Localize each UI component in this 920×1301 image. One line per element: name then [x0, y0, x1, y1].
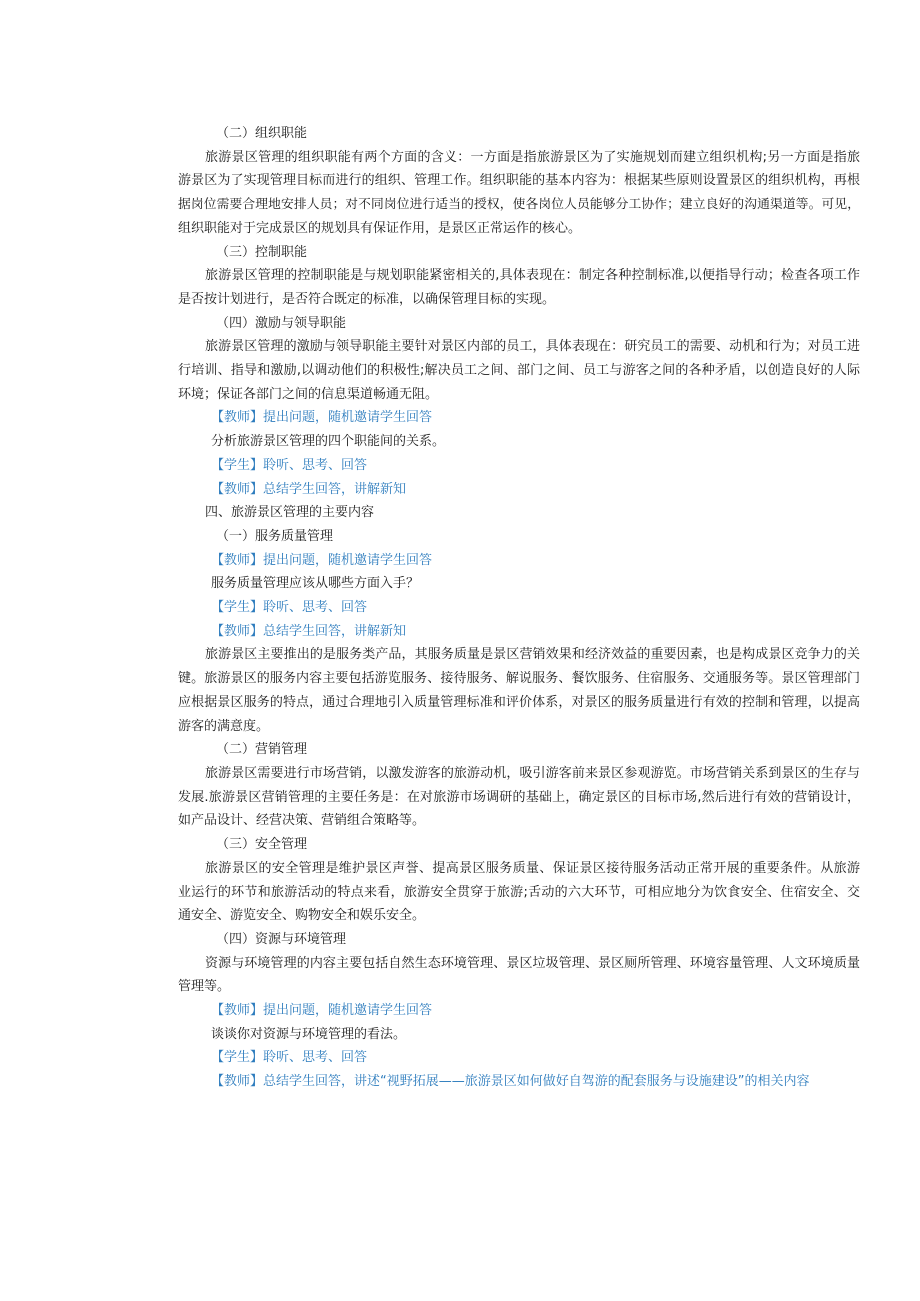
paragraph-start: 旅游景区管理的激励与领导职能主要针对景区内部的员工，具体表现在：研究员工的需要、动机和行为；对员工进 [205, 339, 860, 355]
question-line: 分析旅游景区管理的四个职能间的关系。 [211, 434, 446, 450]
text-line: 发展.旅游景区营销管理的主要任务是：在对旅游市场调研的基础上，确定景区的目标市场,然后进行有效的营销设计， [178, 789, 860, 805]
text-line: 键。旅游景区的服务内容主要包括游览服务、接待服务、解说服务、餐饮服务、住宿服务、交通服务等。景区管理部门 [178, 671, 860, 687]
role-annotation: 【教师】提出问题，随机邀请学生回答 [211, 410, 433, 426]
role-annotation: 【教师】提出问题，随机邀请学生回答 [211, 552, 433, 568]
document-page [178, 122, 860, 1094]
text-line: 业运行的环节和旅游活动的特点来看，旅游安全贯穿于旅游;舌动的六大环节，可相应地分为饮食安全、住宿安全、交 [178, 884, 860, 900]
text-line: 如产品设计、经营决策、营销组合策略等。 [178, 813, 426, 829]
text-line: 环境；保证各部门之间的信息渠道畅通无阻。 [178, 386, 439, 402]
text-line: 游景区为了实现管理目标而进行的组织、管理工作。组织职能的基本内容为：根据某些原则设置景区的组织机构，再根 [178, 173, 860, 189]
text-line: 应根据景区服务的特点，通过合理地引入质量管理标准和评价体系，对景区的服务质量进行有效的控制和管理，以提高 [178, 694, 860, 710]
text-line: 管理等。 [178, 979, 231, 995]
question-line: 服务质量管理应该从哪些方面入手？ [211, 576, 420, 592]
paragraph-start: 旅游景区管理的控制职能是与规划职能紧密相关的,具体表现在：制定各种控制标准,以便指导行动；检查各项工作 [205, 268, 860, 284]
text-line: 组织职能对于完成景区的规划具有保证作用，是景区正常运作的核心。 [178, 220, 582, 236]
section-heading: （四）激励与领导职能 [216, 315, 347, 331]
section-heading: （三）控制职能 [216, 244, 308, 260]
paragraph-start: 旅游景区主要推出的是服务类产品，其服务质量是景区营销效果和经济效益的重要因素，也是构成景区竞争力的关 [205, 647, 860, 663]
role-annotation: 【学生】聆听、思考、回答 [211, 1050, 368, 1066]
text-line: 游客的满意度。 [178, 718, 270, 734]
text-line: 行培训、指导和激励,以调动他们的积极性;解决员工之间、部门之间、员工与游客之间的各种矛盾，以创造良好的人际 [178, 363, 860, 379]
role-annotation: 【教师】总结学生回答，讲述“视野拓展——旅游景区如何做好自驾游的配套服务与设施建设”的相关内容 [211, 1074, 810, 1090]
role-annotation: 【教师】总结学生回答，讲解新知 [211, 481, 407, 497]
role-annotation: 【教师】提出问题，随机邀请学生回答 [211, 1003, 433, 1019]
text-line: 通安全、游览安全、购物安全和娱乐安全。 [178, 908, 426, 924]
section-heading: （三）安全管理 [216, 837, 308, 853]
role-annotation: 【教师】总结学生回答，讲解新知 [211, 623, 407, 639]
section-heading: （一）服务质量管理 [216, 528, 334, 544]
question-line: 谈谈你对资源与环境管理的看法。 [211, 1026, 407, 1042]
section-heading: （二）营销管理 [216, 742, 308, 758]
paragraph-start: 资源与环境管理的内容主要包括自然生态环境管理、景区垃圾管理、景区厕所管理、环境容量管理、人文环境质量 [205, 955, 860, 971]
paragraph-start: 旅游景区需要进行市场营销，以激发游客的旅游动机，吸引游客前来景区参观游览。市场营销关系到景区的生存与 [205, 765, 860, 781]
paragraph-start: 旅游景区管理的组织职能有两个方面的含义：一方面是指旅游景区为了实施规划而建立组织机构;另一方面是指旅 [205, 149, 860, 165]
role-annotation: 【学生】聆听、思考、回答 [211, 457, 368, 473]
role-annotation: 【学生】聆听、思考、回答 [211, 600, 368, 616]
text-line: 据岗位需要合理地安排人员；对不同岗位进行适当的授权，使各岗位人员能够分工协作；建立良好的沟通渠道等。可见， [178, 197, 860, 213]
section-heading: （二）组织职能 [216, 126, 308, 141]
section-heading: （四）资源与环境管理 [216, 931, 347, 947]
paragraph-start: 旅游景区的安全管理是维护景区声誉、提高景区服务质量、保证景区接待服务活动正常开展的重要条件。从旅游 [205, 860, 860, 876]
text-line: 是否按计划进行，是否符合既定的标准，以确保管理目标的实现。 [178, 291, 556, 307]
paragraph-start: 四、旅游景区管理的主要内容 [205, 505, 375, 521]
